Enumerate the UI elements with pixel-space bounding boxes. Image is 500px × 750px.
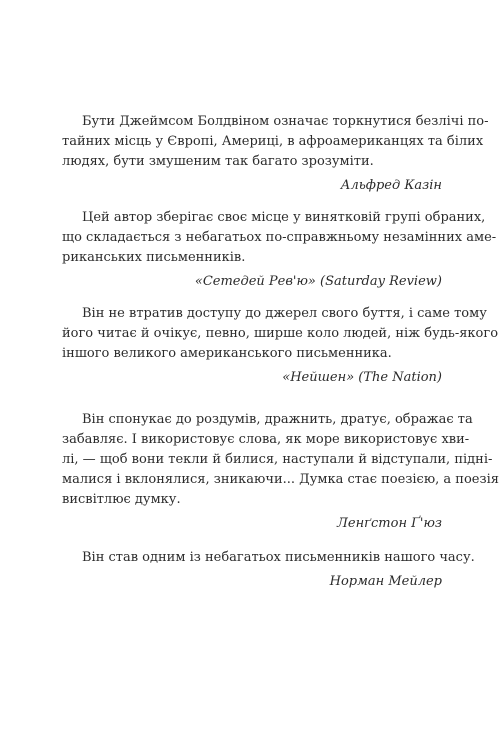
quote-attribution: Норман Мейлер xyxy=(329,574,442,589)
quote-line: малися і вклонялися, зникаючи... Думка стає поезією, а поезія xyxy=(62,472,499,487)
quote-line: що складається з небагатьох по-справжньому незамінних аме- xyxy=(62,230,497,245)
quote-attribution: Альфред Казін xyxy=(340,178,442,193)
quote-line: лі, — щоб вони текли й билися, наступали й відступали, підні- xyxy=(62,452,493,467)
quote-line: Бути Джеймсом Болдвіном означає торкнутися безлічі по- xyxy=(82,114,489,129)
quote-block xyxy=(62,410,499,534)
quote-line: його читає й очікує, певно, ширше коло людей, ніж будь-якого xyxy=(62,326,499,341)
quote-line: Він спонукає до роздумів, дражнить, дратує, ображає та xyxy=(82,412,473,427)
quote-attribution: Ленґстон Ґ'юз xyxy=(337,516,442,531)
quote-attribution: «Нейшен» (The Nation) xyxy=(282,370,442,385)
quote-line: людях, бути змушеним так багато зрозуміти. xyxy=(62,154,374,169)
quote-block xyxy=(62,548,475,592)
quote-line: висвітлює думку. xyxy=(62,492,181,507)
quote-attribution: «Сетедей Рев'ю» (Saturday Review) xyxy=(194,274,442,289)
quote-line: Він не втратив доступу до джерел свого буття, і саме тому xyxy=(82,306,487,321)
quote-line: іншого великого американського письменника. xyxy=(62,346,392,361)
quote-block xyxy=(62,304,499,388)
quote-line: Він став одним із небагатьох письменників нашого часу. xyxy=(82,550,475,565)
quote-line: тайних місць у Європі, Америці, в афроамериканцях та білих xyxy=(62,134,484,149)
quote-block xyxy=(62,208,497,292)
quote-line: риканських письменників. xyxy=(62,250,246,265)
quote-line: Цей автор зберігає своє місце у винятковій групі обраних, xyxy=(82,210,486,225)
quote-block xyxy=(62,112,489,196)
quote-line: забавляє. І використовує слова, як море використовує хви- xyxy=(62,432,470,447)
